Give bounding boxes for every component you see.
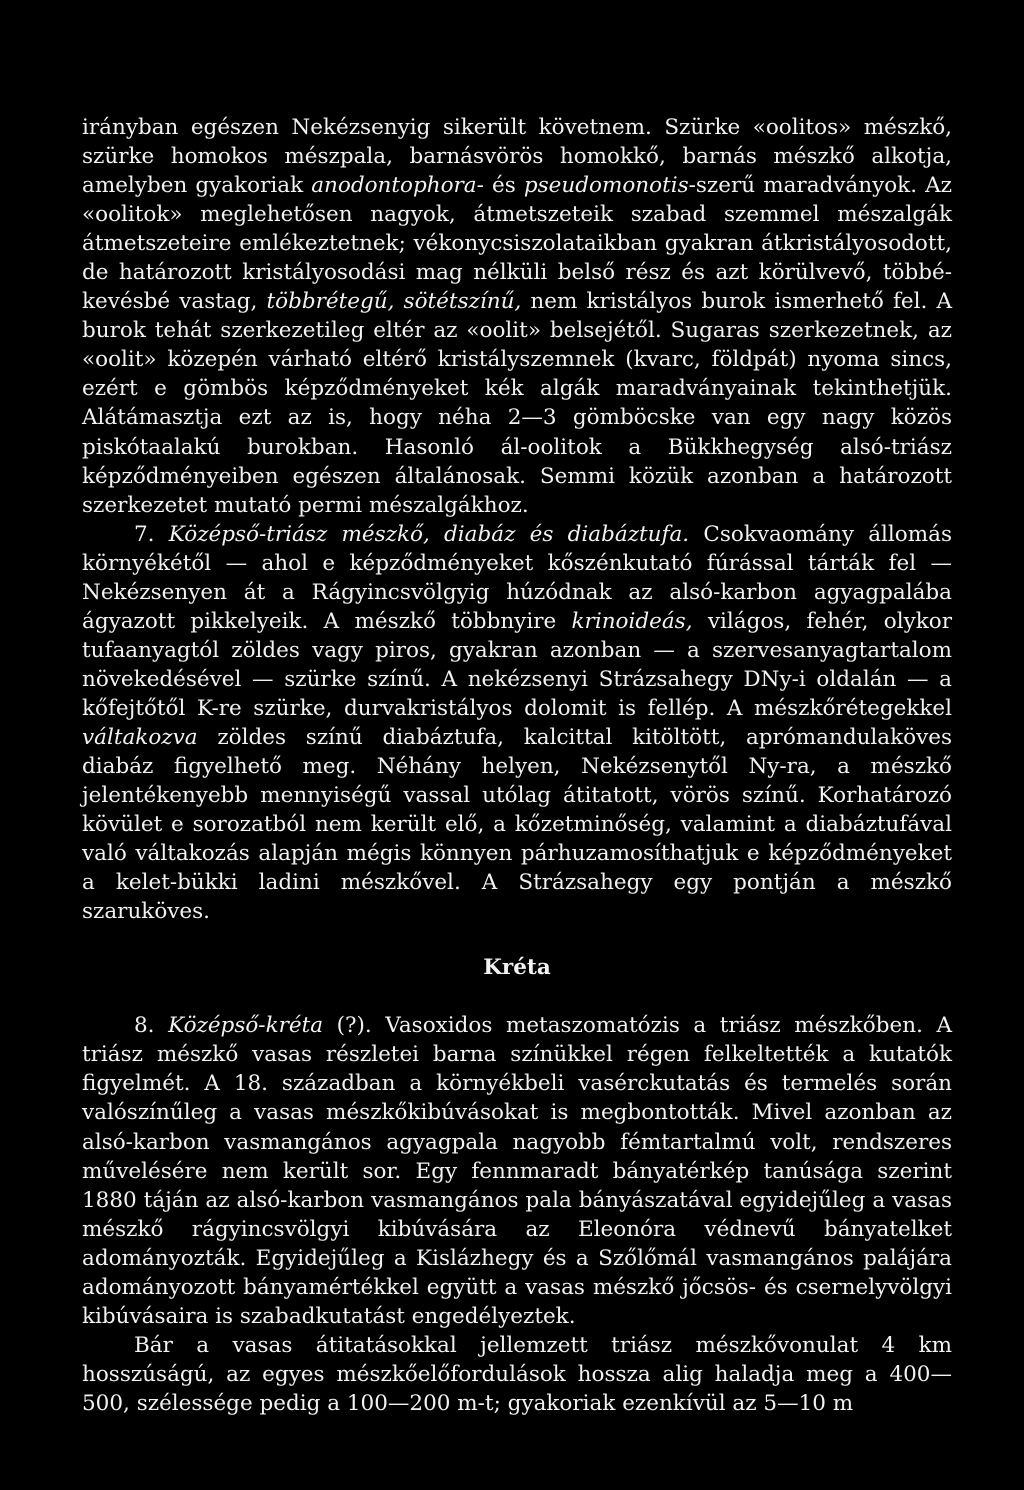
paragraph-section-8 [82, 1011, 952, 1331]
text-run: és [483, 173, 524, 199]
document-page [82, 113, 952, 1418]
text-run: Csokvaomány állomás környékétől — ahol e képződményeket kőszénkutató fúrással tárták fel — Nekézsenyen át a Rágyincsvölgyig húzódnak az alsó-karbon agyagpalába ágyazott pikkelyeik. A mészkő többnyire [82, 521, 952, 634]
text-run: (?). Vasoxidos metaszomatózis a triász mészkőben. A triász mészkő vasas részletei barna színükkel régen felkeltették a kutatók figyelmét. A 18. században a környékbeli vasérckutatás és termelés során valószínűleg a vasas mészkőkibúvásokat is megbontották. Mivel azonban az alsó-karbon vasmangános agyagpala nagyobb fémtartalmú volt, rendszeres művelésére nem került sor. Egy fennmaradt bányatérkép tanúsága szerint 1880 táján az alsó-karbon vasmangános pala bányászatával egyidejűleg a vasas mészkő rágyincsvölgyi kibúvására az Eleonóra védnevű bányatelket adományozták. Egyidejűleg a Kislázhegy és a Szőlőmál vasmangános palájára adományozott bányamértékkel együtt a vasas mészkő jőcsös- és csernelyvölgyi kibúvásaira is szabadkutatást engedélyeztek. [82, 1013, 952, 1329]
section-7-title: Középső-triász mészkő, diabáz és diabáztufa. [168, 521, 690, 547]
paragraph-section-7 [82, 520, 952, 927]
italic-emphasis-krinoideas: krinoideás, [571, 608, 693, 634]
text-run: irányban egészen Nekézsenyig sikerült követnem. Szürke «oolitos» mészkő, szürke homokos mészpala, barnásvörös homokkő, barnás mészkő alkotja, amelyben gyakoriak [82, 115, 952, 199]
text-run: -szerű maradványok. Az «oolitok» meglehetősen nagyok, átmetszeteik szabad szemmel mészalgák átmetszeteire emlékeztetnek; vékonycsiszolataikban gyakran átkristályosodott, de határozott kristályosodási mag nélküli belső rész és azt körülvevő, többé-kevésbé vastag, [82, 173, 953, 315]
italic-taxon-pseudomonotis: pseudomonotis [523, 173, 689, 199]
text-run: nem kristályos burok ismerhető fel. A burok tehát szerkezetileg eltér az «oolit» belsejétől. Sugaras szerkezetnek, az «oolit» közepén várható eltérő kristályszemnek (kvarc, földpát) nyoma sincs, ezért e gömbös képződményeket kék algák maradványainak tekinthetjük. Alátámasztja ezt az is, hogy néha 2—3 gömböcske van egy nagy közös piskótaalakú burokban. Hasonló ál-oolitok a Bükkhegység alsó-triász képződményeiben egészen általánosak. Semmi közük azonban a határozott szerkezetet mutató permi mészalgákhoz. [82, 289, 952, 518]
section-number: 7. [134, 521, 169, 547]
text-run: világos, fehér, olykor tufaanyagtól zöldes vagy piros, gyakran azonban — a szervesanyagtartalom növekedésével — szürke színű. A nekézsenyi Strázsahegy DNy-i oldalán — a kőfejtőtől K-re szürke, durvakristályos dolomit is fellép. A mészkőrétegekkel [82, 608, 952, 721]
italic-taxon-anodontophora: anodontophora- [311, 173, 484, 199]
section-8-title: Középső-kréta [168, 1013, 324, 1039]
section-number: 8. [134, 1013, 169, 1039]
italic-emphasis-layered: többrétegű, sötétszínű, [266, 289, 522, 315]
section-heading-kreta: Kréta [483, 955, 551, 981]
italic-emphasis-valtakozva: váltakozva [82, 724, 198, 750]
paragraph-oolitic-limestone [82, 113, 952, 520]
text-run: zöldes színű diabáztufa, kalcittal kitöltött, aprómandulaköves diabáz figyelhető meg. Néhány helyen, Nekézsenytől Ny-ra, a mészkő jelentékenyebb mennyiségű vassal utólag átitatott, vörös színű. Korhatározó kövület e sorozatból nem került elő, a kőzetminőség, valamint a diabáztufával való váltakozás alapján mégis könnyen párhuzamosíthatjuk e képződményeket a kelet-bükki ladini mészkővel. A Strázsahegy egy pontján a mészkő szaruköves. [82, 724, 952, 925]
paragraph-iron-limestone: Bár a vasas átitatásokkal jellemzett triász mészkővonulat 4 km hosszúságú, az egyes mészkőelőfordulások hossza alig haladja meg a 400—500, szélessége pedig a 100—200 m-t; gyakoriak ezenkívül az 5—10 m [82, 1332, 952, 1416]
